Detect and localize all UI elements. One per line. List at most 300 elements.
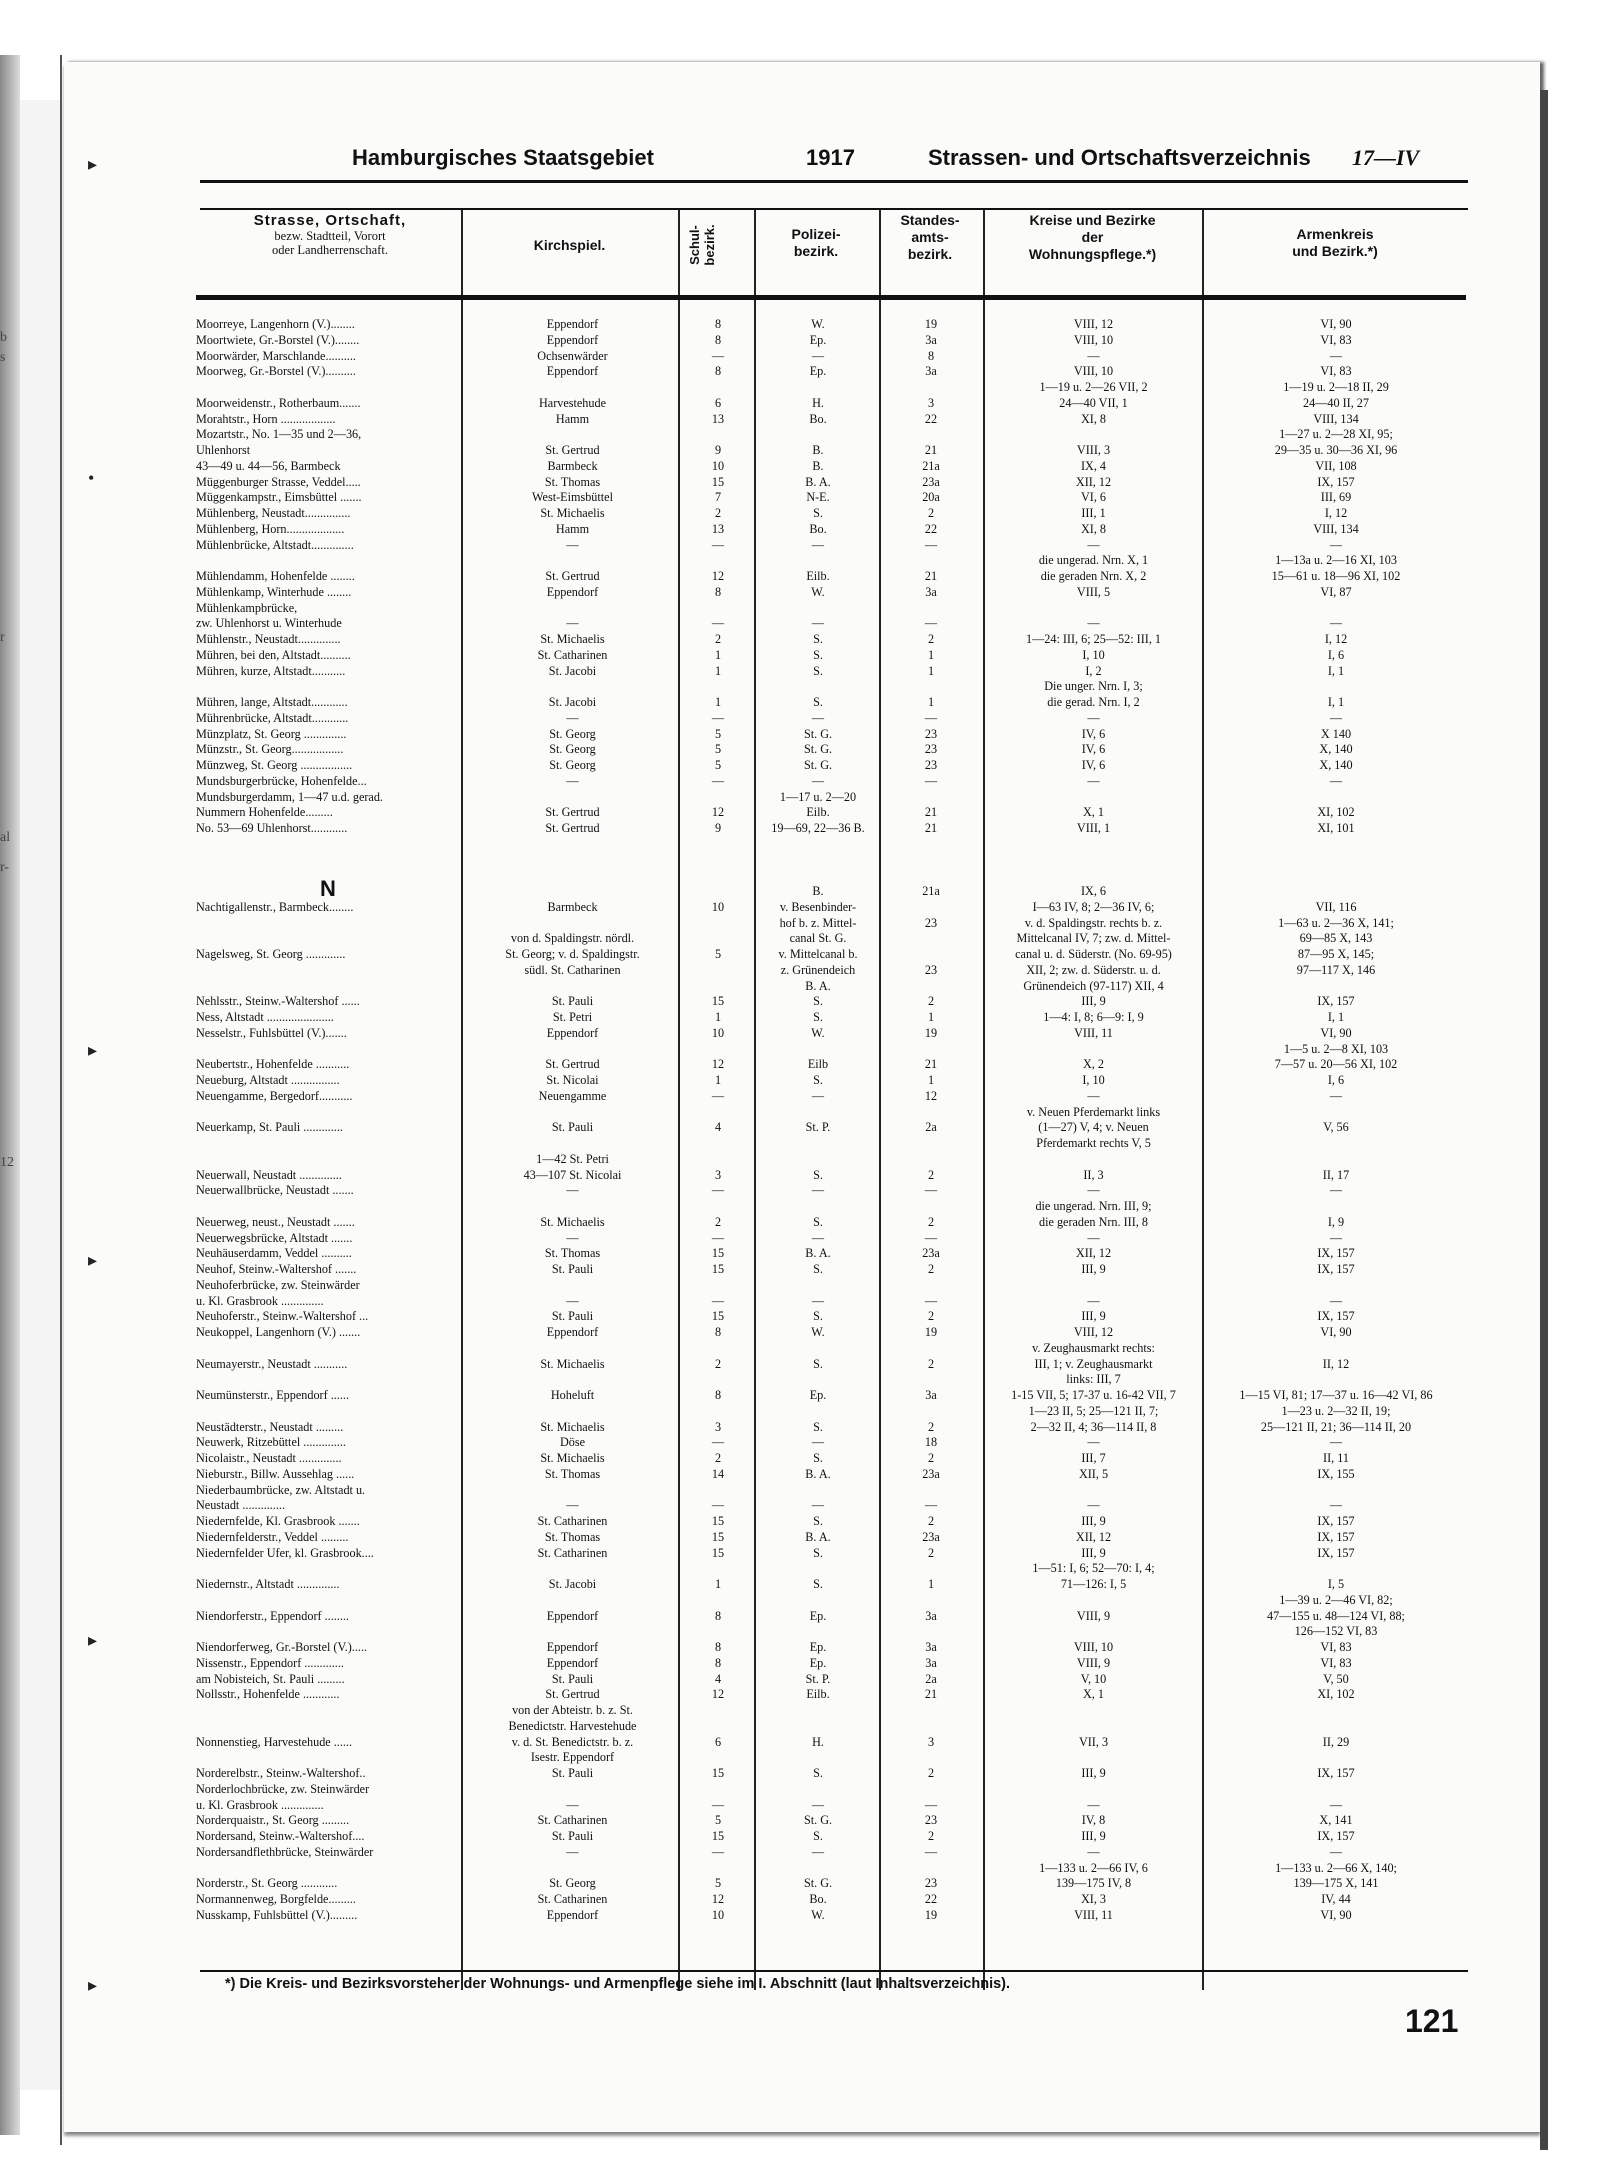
standesamt-cell: 2a — [925, 1672, 937, 1686]
street-cell: Neuengamme, Bergedorf........... — [196, 1089, 353, 1103]
header-bottom-rule — [196, 295, 1466, 300]
wohnungspflege-cell: VIII, 10 — [1073, 1641, 1114, 1654]
wohnungspflege-cell: Pferdemarkt rechts V, 5 — [1036, 1137, 1151, 1150]
schulbezirk-cell: 8 — [714, 318, 722, 331]
armenkreis-cell: V, 50 — [1323, 1672, 1349, 1686]
header-rule — [200, 180, 1468, 183]
wohnungspflege-cell: 1—133 u. 2—66 IV, 6 — [1039, 1861, 1148, 1875]
standesamt-cell: 12 — [924, 1089, 938, 1103]
kirchspiel-cell: St. Catharinen — [537, 1814, 608, 1828]
standesamt-cell: 2 — [927, 1215, 935, 1229]
polizeibezirk-cell: St. G. — [803, 727, 833, 741]
armenkreis-cell: 7—57 u. 20—56 XI, 102 — [1274, 1058, 1398, 1072]
street-cell: Morahtstr., Horn .................. — [196, 412, 336, 426]
polizeibezirk-cell: Ep. — [809, 333, 827, 347]
margin-arrow-icon: ▸ — [88, 154, 98, 174]
armenkreis-cell: — — [1329, 1184, 1343, 1198]
schulbezirk-cell: 8 — [714, 1641, 722, 1654]
kirchspiel-cell: St. Jacobi — [548, 696, 597, 709]
schulbezirk-cell: 2 — [714, 507, 722, 520]
street-cell: Moorweg, Gr.-Borstel (V.).......... — [196, 365, 356, 379]
street-cell: Nordersandflethbrücke, Steinwärder — [196, 1845, 374, 1859]
standesamt-cell: 8 — [927, 349, 935, 363]
kirchspiel-cell: — — [566, 1798, 579, 1812]
standesamt-cell: — — [924, 1499, 938, 1513]
schulbezirk-cell: 15 — [711, 1247, 725, 1261]
schulbezirk-cell: 5 — [714, 759, 722, 772]
polizeibezirk-cell: W. — [811, 1026, 825, 1040]
wohnungspflege-cell: — — [1087, 1845, 1100, 1859]
wohnungspflege-cell: II, 3 — [1083, 1168, 1104, 1182]
polizeibezirk-cell: St. G. — [803, 1877, 833, 1891]
armenkreis-cell: VI, 90 — [1320, 1026, 1352, 1040]
col-armenkreis — [1205, 226, 1465, 260]
polizeibezirk-cell: B. A. — [805, 1530, 831, 1544]
wohnungspflege-cell: I—63 IV, 8; 2—36 IV, 6; — [1032, 900, 1155, 914]
kirchspiel-cell: von der Abteistr. b. z. St. — [512, 1704, 633, 1717]
standesamt-cell: 3 — [927, 396, 935, 410]
street-cell: Münzplatz, St. Georg .............. — [196, 727, 347, 741]
armenkreis-cell: — — [1329, 1436, 1343, 1450]
standesamt-cell: 3a — [925, 1656, 937, 1670]
street-cell: Niendorferweg, Gr.-Borstel (V.)..... — [196, 1641, 368, 1654]
schulbezirk-cell: 8 — [714, 1326, 722, 1339]
col-polizei — [756, 226, 876, 260]
kirchspiel-cell: St. Nicolai — [546, 1074, 599, 1087]
col-armen-label: Armenkreis — [1296, 226, 1374, 242]
schulbezirk-cell: 8 — [714, 333, 722, 347]
armenkreis-cell: X, 140 — [1319, 759, 1353, 772]
kirchspiel-cell: St. Catharinen — [537, 648, 608, 662]
wohnungspflege-cell: VIII, 3 — [1076, 444, 1111, 457]
kirchspiel-cell: St. Pauli — [551, 1672, 594, 1686]
standesamt-cell: 18 — [924, 1436, 938, 1450]
schulbezirk-cell: 3 — [714, 1168, 722, 1182]
polizeibezirk-cell: — — [811, 1089, 825, 1103]
polizeibezirk-cell: Ep. — [809, 1389, 827, 1402]
column-divider — [983, 210, 985, 1990]
schulbezirk-cell: 14 — [711, 1467, 725, 1481]
schulbezirk-cell: 8 — [714, 1389, 722, 1402]
armenkreis-cell: IX, 157 — [1317, 995, 1355, 1009]
street-cell: Ness, Altstadt ...................... — [196, 1011, 334, 1024]
standesamt-cell: 2 — [927, 507, 935, 520]
kirchspiel-cell: St. Georg — [549, 1877, 596, 1891]
polizeibezirk-cell: canal St. G. — [789, 932, 847, 946]
kirchspiel-cell: Eppendorf — [546, 318, 599, 331]
column-divider — [678, 210, 680, 1990]
standesamt-cell: 2 — [927, 1420, 935, 1434]
header-sheet: 17—IV — [1352, 145, 1420, 170]
kirchspiel-cell: St. Thomas — [544, 475, 601, 489]
kirchspiel-cell: Eppendorf — [546, 585, 599, 599]
wohnungspflege-cell: III, 1; v. Zeughausmarkt — [1034, 1357, 1153, 1371]
column-divider — [754, 210, 756, 1990]
armenkreis-cell: 69—85 X, 143 — [1299, 932, 1373, 946]
margin-arrow-icon: • — [88, 468, 95, 488]
street-cell: Nusskamp, Fuhlsbüttel (V.)......... — [196, 1908, 358, 1922]
wohnungspflege-cell: XII, 12 — [1075, 1530, 1112, 1544]
armenkreis-cell: XI, 101 — [1317, 822, 1355, 835]
kirchspiel-cell: St. Pauli — [551, 1310, 594, 1324]
street-cell: Neuhoferbrücke, zw. Steinwärder — [196, 1278, 360, 1292]
kirchspiel-cell: Döse — [559, 1436, 586, 1450]
standesamt-cell: 23a — [922, 1467, 940, 1481]
kirchspiel-cell: St. Michaelis — [540, 1215, 605, 1229]
schulbezirk-cell: 10 — [711, 1026, 725, 1040]
armenkreis-cell: VI, 83 — [1320, 1641, 1352, 1654]
schulbezirk-cell: 15 — [711, 475, 725, 489]
armenkreis-cell: — — [1329, 711, 1343, 725]
armenkreis-cell: — — [1329, 1845, 1343, 1859]
standesamt-cell: 21 — [924, 444, 938, 457]
kirchspiel-cell: — — [566, 1294, 579, 1308]
standesamt-cell: 19 — [924, 1326, 938, 1339]
polizeibezirk-cell: 19—69, 22—36 B. — [771, 822, 865, 835]
standesamt-cell: 21 — [924, 806, 938, 820]
polizeibezirk-cell: S. — [813, 1074, 823, 1087]
polizeibezirk-cell: B. A. — [805, 979, 831, 993]
polizeibezirk-cell: St. P. — [805, 1672, 831, 1686]
wohnungspflege-cell: 1—19 u. 2—26 VII, 2 — [1039, 381, 1148, 394]
schulbezirk-cell: — — [711, 774, 725, 788]
standesamt-cell: 23 — [924, 743, 938, 757]
polizeibezirk-cell: S. — [813, 1578, 823, 1591]
table-top-rule — [200, 208, 1468, 210]
wohnungspflege-cell: XI, 3 — [1080, 1893, 1107, 1906]
armenkreis-cell: 47—155 u. 48—124 VI, 88; — [1267, 1609, 1405, 1623]
polizeibezirk-cell: — — [811, 1184, 825, 1198]
armenkreis-cell: II, 11 — [1323, 1452, 1349, 1465]
margin-mark: r- — [0, 860, 10, 875]
polizeibezirk-cell: N-E. — [806, 491, 830, 505]
col-street — [200, 212, 460, 257]
polizeibezirk-cell: S. — [813, 648, 823, 662]
wohnungspflege-cell: 24—40 VII, 1 — [1059, 396, 1128, 410]
kirchspiel-cell: St. Gertrud — [545, 570, 600, 583]
armenkreis-cell: I, 9 — [1327, 1215, 1345, 1229]
wohnungspflege-cell: v. Zeughausmarkt rechts: — [1032, 1341, 1155, 1355]
schulbezirk-cell: 10 — [711, 459, 725, 473]
street-cell: Müggenkampstr., Eimsbüttel ....... — [196, 491, 362, 505]
kirchspiel-cell: Isestr. Eppendorf — [530, 1751, 615, 1765]
wohnungspflege-cell: XI, 8 — [1080, 522, 1107, 536]
street-cell: Norderquaistr., St. Georg ......... — [196, 1814, 350, 1828]
kirchspiel-cell: — — [566, 711, 579, 725]
schulbezirk-cell: 5 — [714, 948, 722, 961]
standesamt-cell: 1 — [927, 696, 935, 709]
wohnungspflege-cell: III, 9 — [1081, 1310, 1106, 1324]
wohnungspflege-cell: III, 9 — [1081, 1515, 1106, 1528]
street-cell: Moorwärder, Marschlande.......... — [196, 349, 356, 363]
street-cell: Moorweidenstr., Rotherbaum....... — [196, 396, 361, 410]
standesamt-cell: 23a — [922, 1247, 940, 1261]
polizeibezirk-cell: v. Besenbinder- — [779, 900, 857, 914]
schulbezirk-cell: 15 — [711, 1263, 725, 1276]
street-cell: Mühren, bei den, Altstadt.......... — [196, 648, 351, 662]
polizeibezirk-cell: S. — [813, 1215, 823, 1229]
wohnungspflege-cell: die geraden Nrn. X, 2 — [1040, 570, 1147, 583]
kirchspiel-cell: St. Gertrud — [545, 1688, 600, 1702]
kirchspiel-cell: St. Catharinen — [537, 1893, 608, 1906]
armenkreis-cell: IX, 157 — [1317, 1767, 1355, 1780]
margin-mark: s — [0, 350, 6, 365]
wohnungspflege-cell: XI, 8 — [1080, 412, 1107, 426]
armenkreis-cell: I, 12 — [1324, 633, 1348, 646]
margin-arrow-icon: ▸ — [88, 1975, 98, 1995]
armenkreis-cell: IX, 155 — [1317, 1467, 1355, 1481]
col-street-title: Strasse, Ortschaft, — [253, 212, 407, 229]
street-cell: am Nobisteich, St. Pauli ......... — [196, 1672, 345, 1686]
street-cell: Neustadt .............. — [196, 1499, 286, 1513]
kirchspiel-cell: St. Pauli — [551, 1767, 594, 1780]
wohnungspflege-cell: VIII, 11 — [1074, 1908, 1113, 1922]
wohnungspflege-cell: links: III, 7 — [1066, 1373, 1121, 1387]
polizeibezirk-cell: — — [811, 1231, 825, 1245]
page-right-edge — [1540, 90, 1548, 2150]
kirchspiel-cell: St. Pauli — [551, 1830, 594, 1843]
street-cell: Nonnenstieg, Harvestehude ...... — [196, 1735, 353, 1749]
margin-arrow-icon: ▸ — [88, 1040, 98, 1060]
polizeibezirk-cell: B. — [812, 885, 824, 898]
street-cell: Neuhof, Steinw.-Waltershof ....... — [196, 1263, 357, 1276]
standesamt-cell: 2 — [927, 1546, 935, 1560]
polizeibezirk-cell: Ep. — [809, 1656, 827, 1670]
col-schul-label: bezirk. — [702, 224, 717, 266]
street-cell: Neumayerstr., Neustadt ........... — [196, 1357, 348, 1371]
kirchspiel-cell: St. Gertrud — [545, 806, 600, 820]
armenkreis-cell: I, 5 — [1327, 1578, 1345, 1591]
kirchspiel-cell: St. Georg — [549, 743, 596, 757]
standesamt-cell: — — [924, 774, 938, 788]
polizeibezirk-cell: v. Mittelcanal b. — [778, 948, 858, 961]
kirchspiel-cell: St. Catharinen — [537, 1515, 608, 1528]
kirchspiel-cell: Ochsenwärder — [537, 349, 608, 363]
schulbezirk-cell: 10 — [711, 900, 725, 914]
kirchspiel-cell: 1—42 St. Petri — [536, 1152, 609, 1166]
standesamt-cell: 2 — [927, 633, 935, 646]
wohnungspflege-cell: Die unger. Nrn. I, 3; — [1044, 680, 1143, 694]
armenkreis-cell: 1—5 u. 2—8 XI, 103 — [1283, 1042, 1389, 1056]
polizeibezirk-cell: Bo. — [809, 1893, 827, 1906]
schulbezirk-cell: — — [711, 1294, 725, 1308]
polizeibezirk-cell: Eilb — [807, 1058, 829, 1072]
wohnungspflege-cell: Grünendeich (97-117) XII, 4 — [1023, 979, 1164, 993]
wohnungspflege-cell: VIII, 11 — [1074, 1026, 1113, 1040]
armenkreis-cell: X 140 — [1320, 727, 1352, 741]
col-polizei-label: bezirk. — [793, 243, 839, 259]
street-cell: Münzweg, St. Georg ................. — [196, 759, 353, 772]
kirchspiel-cell: St. Pauli — [551, 995, 594, 1009]
wohnungspflege-cell: 1—24: III, 6; 25—52: III, 1 — [1025, 633, 1162, 646]
standesamt-cell: 21a — [922, 885, 940, 898]
wohnungspflege-cell: Mittelcanal IV, 7; zw. d. Mittel- — [1016, 932, 1171, 946]
polizeibezirk-cell: S. — [813, 1011, 823, 1024]
wohnungspflege-cell: III, 1 — [1081, 507, 1106, 520]
standesamt-cell: 23 — [924, 759, 938, 772]
schulbezirk-cell: — — [711, 1089, 725, 1103]
armenkreis-cell: VI, 90 — [1320, 1326, 1352, 1339]
polizeibezirk-cell: S. — [813, 1420, 823, 1434]
schulbezirk-cell: 5 — [714, 743, 722, 757]
schulbezirk-cell: 2 — [714, 1357, 722, 1371]
polizeibezirk-cell: — — [811, 1294, 825, 1308]
wohnungspflege-cell: canal u. d. Süderstr. (No. 69-95) — [1015, 948, 1172, 961]
margin-mark: b — [0, 330, 7, 345]
schulbezirk-cell: 10 — [711, 1908, 725, 1922]
schulbezirk-cell: 2 — [714, 633, 722, 646]
kirchspiel-cell: — — [566, 1499, 579, 1513]
armenkreis-cell: 29—35 u. 30—36 XI, 96 — [1274, 444, 1398, 457]
wohnungspflege-cell: — — [1087, 617, 1100, 631]
wohnungspflege-cell: IV, 8 — [1081, 1814, 1106, 1828]
wohnungspflege-cell: — — [1087, 1294, 1100, 1308]
wohnungspflege-cell: VIII, 5 — [1076, 585, 1111, 599]
page-header — [200, 145, 1450, 175]
schulbezirk-cell: 1 — [714, 1074, 722, 1087]
standesamt-cell: 19 — [924, 1026, 938, 1040]
street-cell: Nissenstr., Eppendorf ............. — [196, 1656, 344, 1670]
kirchspiel-cell: St. Gertrud — [545, 1058, 600, 1072]
schulbezirk-cell: 15 — [711, 1310, 725, 1324]
margin-mark: al — [0, 830, 11, 845]
polizeibezirk-cell: S. — [813, 1263, 823, 1276]
wohnungspflege-cell: 1—51: I, 6; 52—70: I, 4; — [1032, 1562, 1155, 1576]
col-street-sub: bezw. Stadtteil, Vorort — [274, 229, 386, 243]
street-cell: Neumünsterstr., Eppendorf ...... — [196, 1389, 349, 1402]
schulbezirk-cell: 12 — [711, 1058, 725, 1072]
standesamt-cell: 1 — [927, 1011, 935, 1024]
armenkreis-cell: I, 12 — [1324, 507, 1348, 520]
schulbezirk-cell: 15 — [711, 1546, 725, 1560]
wohnungspflege-cell: 1-15 VII, 5; 17-37 u. 16-42 VII, 7 — [1011, 1389, 1176, 1402]
armenkreis-cell: IX, 157 — [1317, 1515, 1355, 1528]
standesamt-cell: 19 — [924, 318, 938, 331]
standesamt-cell: 23 — [924, 727, 938, 741]
polizeibezirk-cell: Ep. — [809, 1641, 827, 1654]
polizeibezirk-cell: S. — [813, 995, 823, 1009]
wohnungspflege-cell: — — [1087, 1798, 1100, 1812]
kirchspiel-cell: Neuengamme — [538, 1089, 607, 1103]
col-standes-label: amts- — [911, 229, 949, 245]
armenkreis-cell: IX, 157 — [1317, 1310, 1355, 1324]
kirchspiel-cell: St. Michaelis — [540, 507, 605, 520]
schulbezirk-cell: 1 — [714, 696, 722, 709]
schulbezirk-cell: 8 — [714, 365, 722, 379]
standesamt-cell: 3a — [925, 333, 937, 347]
armenkreis-cell: III, 69 — [1320, 491, 1352, 505]
polizeibezirk-cell: S. — [813, 1515, 823, 1528]
armenkreis-cell: 126—152 VI, 83 — [1294, 1625, 1378, 1639]
kirchspiel-cell: St. Thomas — [544, 1530, 601, 1544]
street-cell: Norderlochbrücke, zw. Steinwärder — [196, 1782, 370, 1796]
margin-arrow-icon: ▸ — [88, 1250, 98, 1270]
wohnungspflege-cell: IX, 6 — [1080, 885, 1107, 898]
armenkreis-cell: X, 140 — [1319, 743, 1353, 757]
kirchspiel-cell: Eppendorf — [546, 333, 599, 347]
polizeibezirk-cell: W. — [811, 585, 825, 599]
wohnungspflege-cell: — — [1087, 1231, 1100, 1245]
standesamt-cell: 21a — [922, 459, 940, 473]
schulbezirk-cell: 6 — [714, 1735, 722, 1749]
armenkreis-cell: 1—15 VI, 81; 17—37 u. 16—42 VI, 86 — [1239, 1389, 1433, 1402]
wohnungspflege-cell: IV, 6 — [1081, 727, 1106, 741]
kirchspiel-cell: — — [566, 617, 579, 631]
polizeibezirk-cell: St. G. — [803, 743, 833, 757]
polizeibezirk-cell: S. — [813, 1310, 823, 1324]
column-divider — [879, 210, 881, 1990]
street-cell: Mühlenstr., Neustadt.............. — [196, 633, 341, 646]
header-title: Hamburgisches Staatsgebiet — [352, 145, 654, 170]
street-cell: Mozartstr., No. 1—35 und 2—36, — [196, 428, 362, 442]
street-cell: Neuerwegsbrücke, Altstadt ....... — [196, 1231, 353, 1245]
standesamt-cell: 3a — [925, 585, 937, 599]
wohnungspflege-cell: IV, 6 — [1081, 759, 1106, 772]
col-armen-label: und Bezirk.*) — [1292, 243, 1378, 259]
armenkreis-cell: 87—95 X, 145; — [1297, 948, 1375, 961]
schulbezirk-cell: 5 — [714, 1814, 722, 1828]
wohnungspflege-cell: XII, 12 — [1075, 475, 1112, 489]
wohnungspflege-cell: III, 9 — [1081, 1546, 1106, 1560]
standesamt-cell: 2a — [925, 1121, 937, 1135]
polizeibezirk-cell: — — [811, 617, 825, 631]
standesamt-cell: — — [924, 1184, 938, 1198]
polizeibezirk-cell: Eilb. — [806, 570, 830, 583]
wohnungspflege-cell: — — [1087, 774, 1100, 788]
kirchspiel-cell: St. Michaelis — [540, 1420, 605, 1434]
polizeibezirk-cell: Eilb. — [806, 1688, 830, 1702]
schulbezirk-cell: 12 — [711, 806, 725, 820]
standesamt-cell: — — [924, 617, 938, 631]
polizeibezirk-cell: St. P. — [805, 1121, 831, 1135]
street-cell: Mundsburgerdamm, 1—47 u.d. gerad. — [196, 790, 383, 804]
schulbezirk-cell: 8 — [714, 585, 722, 599]
schulbezirk-cell: 1 — [714, 664, 722, 678]
wohnungspflege-cell: XII, 2; zw. d. Süderstr. u. d. — [1026, 963, 1161, 977]
kirchspiel-cell: Harvestehude — [538, 396, 606, 410]
street-cell: Uhlenhorst — [196, 444, 251, 457]
polizeibezirk-cell: S. — [813, 1357, 823, 1371]
wohnungspflege-cell: I, 10 — [1082, 1074, 1105, 1087]
armenkreis-cell: — — [1329, 617, 1343, 631]
wohnungspflege-cell: 71—126: I, 5 — [1060, 1578, 1127, 1591]
street-cell: Mundsburgerbrücke, Hohenfelde... — [196, 774, 367, 788]
schulbezirk-cell: — — [711, 711, 725, 725]
schulbezirk-cell: 1 — [714, 1011, 722, 1024]
street-cell: Niedernstr., Altstadt .............. — [196, 1578, 340, 1591]
col-kreise-label: Wohnungspflege.*) — [1028, 246, 1157, 262]
wohnungspflege-cell: VIII, 12 — [1073, 1326, 1114, 1339]
wohnungspflege-cell: VIII, 10 — [1073, 365, 1114, 379]
armenkreis-cell: — — [1329, 1798, 1343, 1812]
schulbezirk-cell: 1 — [714, 648, 722, 662]
standesamt-cell: 22 — [924, 1893, 938, 1906]
kirchspiel-cell: Barmbeck — [547, 900, 598, 914]
street-cell: Neuerwallbrücke, Neustadt ....... — [196, 1184, 354, 1198]
armenkreis-cell: IX, 157 — [1317, 1263, 1355, 1276]
kirchspiel-cell: — — [566, 538, 579, 552]
street-cell: Niederbaumbrücke, zw. Altstadt u. — [196, 1483, 366, 1497]
armenkreis-cell: VIII, 134 — [1313, 522, 1359, 536]
armenkreis-cell: 15—61 u. 18—96 XI, 102 — [1271, 570, 1401, 583]
facing-page-edge — [20, 100, 60, 2090]
kirchspiel-cell: West-Eimsbüttel — [532, 491, 613, 505]
standesamt-cell: — — [924, 1798, 938, 1812]
street-cell: Mühlenberg, Neustadt............... — [196, 507, 351, 520]
standesamt-cell: 23 — [924, 963, 938, 977]
schulbezirk-cell: 15 — [711, 1515, 725, 1528]
wohnungspflege-cell: VI, 6 — [1080, 491, 1107, 505]
